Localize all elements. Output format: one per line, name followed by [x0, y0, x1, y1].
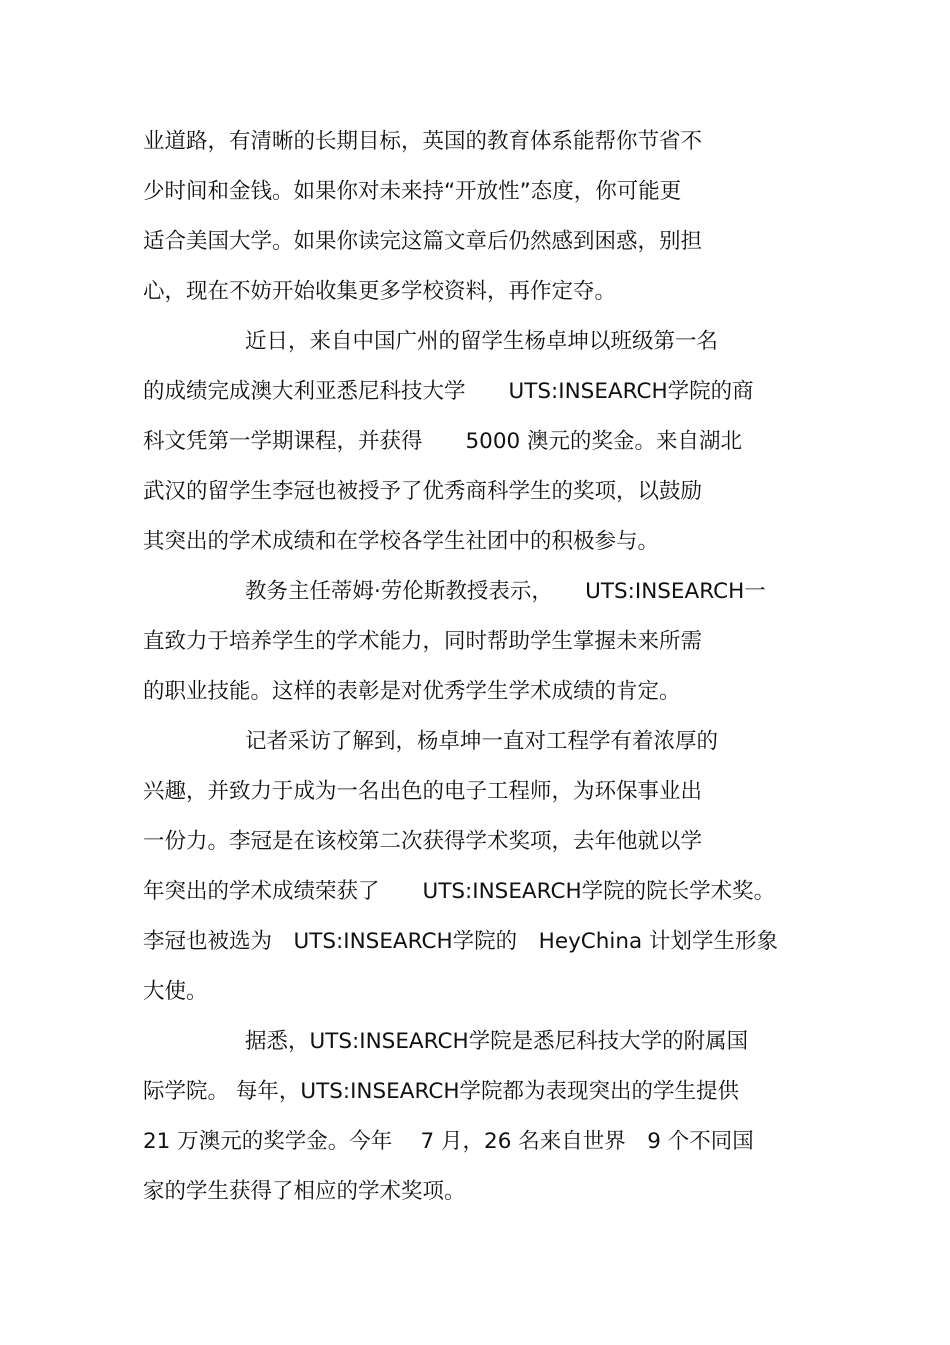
text-line: 的职业技能。这样的表彰是对优秀学生学术成绩的肯定。 — [143, 679, 681, 704]
text-line: 年突出的学术成绩荣获了 UTS:INSEARCH学院的院长学术奖。 — [143, 879, 776, 904]
paragraph-start-line: 近日，来自中国广州的留学生杨卓坤以班级第一名 — [245, 329, 719, 354]
text-line: 少时间和金钱。如果你对未来持“开放性”态度，你可能更 — [143, 179, 682, 204]
text-line: 心，现在不妨开始收集更多学校资料，再作定夺。 — [143, 279, 617, 304]
paragraph-start-line: 记者采访了解到，杨卓坤一直对工程学有着浓厚的 — [245, 729, 719, 754]
text-line: 一份力。李冠是在该校第二次获得学术奖项，去年他就以学 — [143, 829, 703, 854]
text-line: 际学院。 每年，UTS:INSEARCH学院都为表现突出的学生提供 — [143, 1079, 740, 1104]
text-line: 直致力于培养学生的学术能力，同时帮助学生掌握未来所需 — [143, 629, 703, 654]
text-line: 科文凭第一学期课程，并获得 5000 澳元的奖金。来自湖北 — [143, 429, 743, 454]
text-line: 21 万澳元的奖学金。今年 7 月，26 名来自世界 9 个不同国 — [143, 1129, 754, 1154]
text-line: 兴趣，并致力于成为一名出色的电子工程师，为环保事业出 — [143, 779, 703, 804]
text-line: 武汉的留学生李冠也被授予了优秀商科学生的奖项，以鼓励 — [143, 479, 703, 504]
text-line: 李冠也被选为 UTS:INSEARCH学院的 HeyChina 计划学生形象 — [143, 929, 779, 954]
text-line: 的成绩完成澳大利亚悉尼科技大学 UTS:INSEARCH学院的商 — [143, 379, 754, 404]
paragraph-start-line: 据悉，UTS:INSEARCH学院是悉尼科技大学的附属国 — [245, 1029, 749, 1054]
text-line: 家的学生获得了相应的学术奖项。 — [143, 1179, 466, 1204]
text-line: 业道路，有清晰的长期目标，英国的教育体系能帮你节省不 — [143, 129, 703, 154]
text-line: 适合美国大学。如果你读完这篇文章后仍然感到困惑，别担 — [143, 229, 703, 254]
text-line: 其突出的学术成绩和在学校各学生社团中的积极参与。 — [143, 529, 660, 554]
text-line: 大使。 — [143, 979, 208, 1004]
paragraph-start-line: 教务主任蒂姆·劳伦斯教授表示， UTS:INSEARCH一 — [245, 579, 766, 604]
